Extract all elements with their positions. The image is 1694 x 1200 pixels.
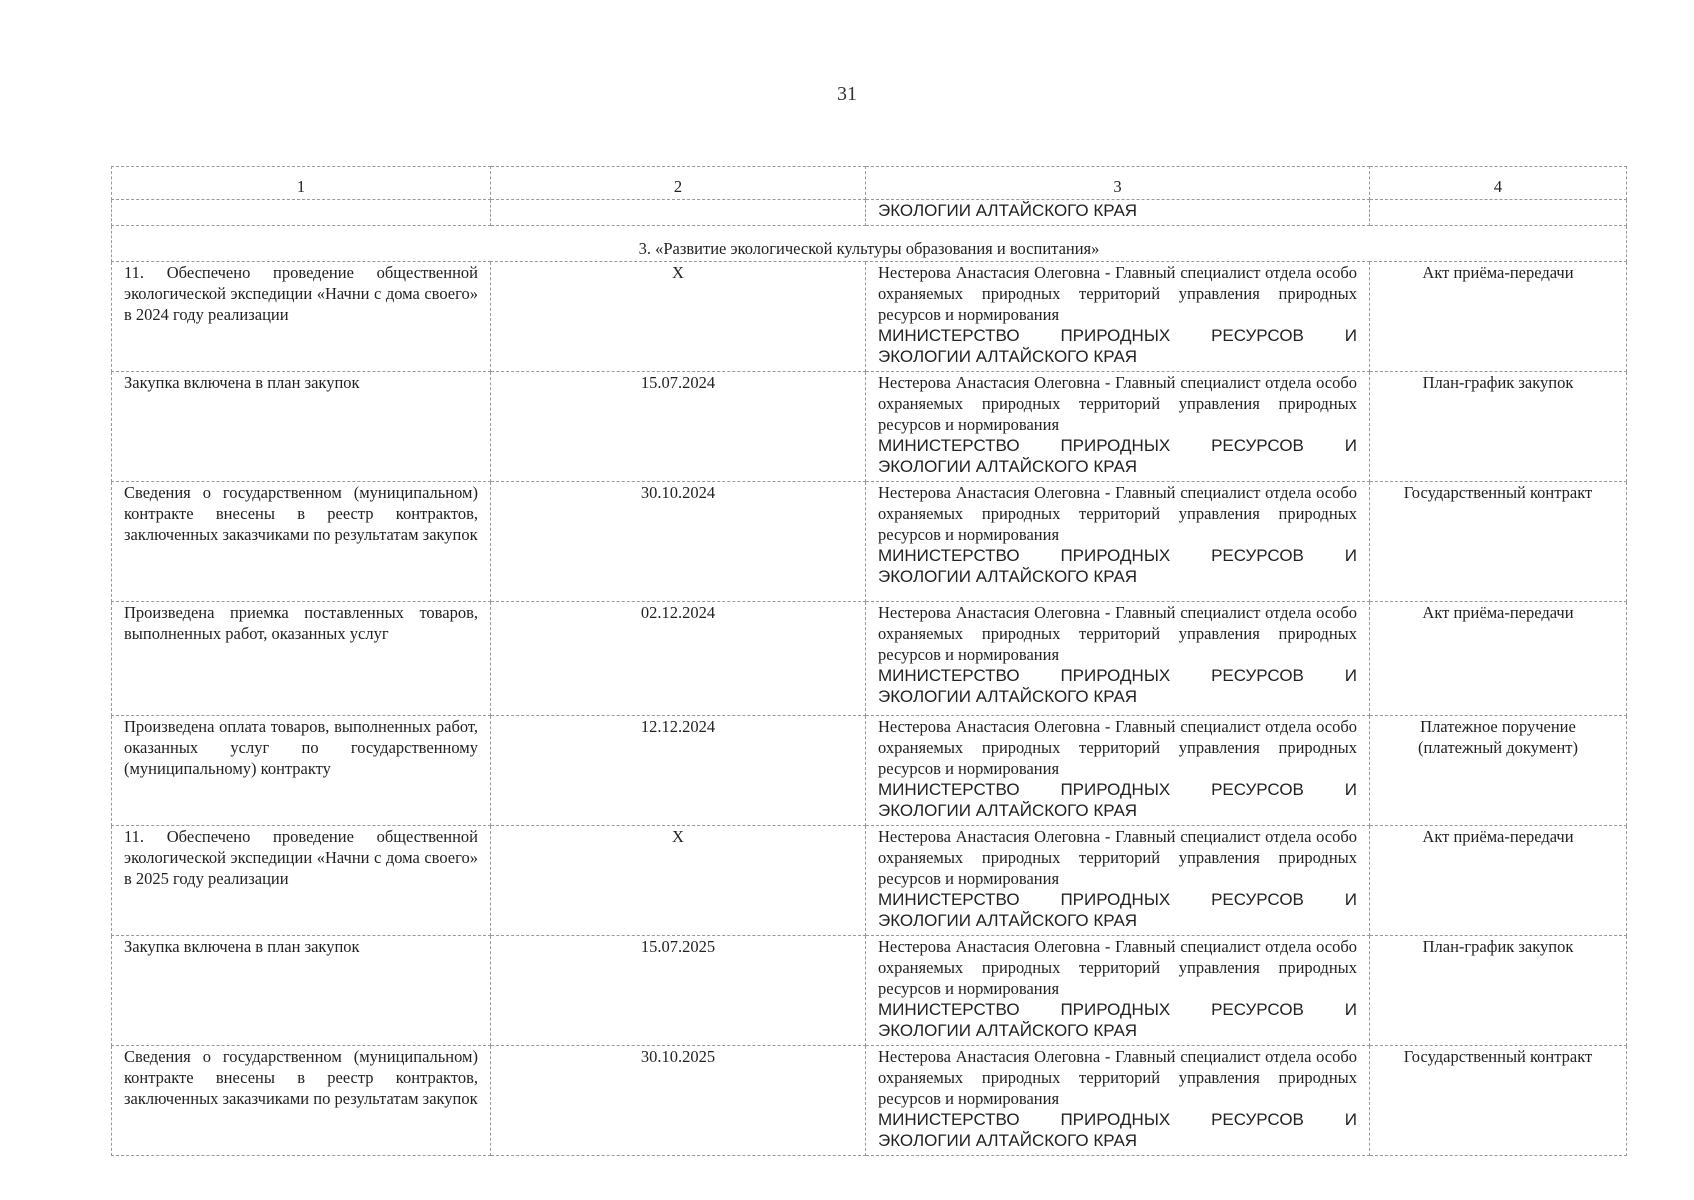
responsible-organization: [878, 665, 1357, 707]
date-cell: 30.10.2025: [491, 1046, 866, 1156]
responsible-cell: [866, 602, 1370, 716]
document-cell: План-график закупок: [1370, 372, 1627, 482]
organization-line-2: ЭКОЛОГИИ АЛТАЙСКОГО КРАЯ: [878, 1131, 1138, 1150]
table-row: [112, 1046, 1627, 1156]
event-cell: Сведения о государственном (муниципальном) контракте внесены в реестр контрактов, заключенных заказчиками по результатам закупок: [112, 1046, 491, 1156]
event-cell: Закупка включена в план закупок: [112, 936, 491, 1046]
organization-line-1: МИНИСТЕРСТВО ПРИРОДНЫХ РЕСУРСОВ И: [878, 1000, 1357, 1019]
responsible-person: Нестерова Анастасия Олеговна - Главный специалист отдела особо охраняемых природных территорий управления природных ресурсов и нормирования: [878, 827, 1357, 888]
responsible-organization: [878, 545, 1357, 587]
responsible-person: Нестерова Анастасия Олеговна - Главный специалист отдела особо охраняемых природных территорий управления природных ресурсов и нормирования: [878, 937, 1357, 998]
organization-line-1: МИНИСТЕРСТВО ПРИРОДНЫХ РЕСУРСОВ И: [878, 436, 1357, 455]
responsible-person: Нестерова Анастасия Олеговна - Главный специалист отдела особо охраняемых природных территорий управления природных ресурсов и нормирования: [878, 263, 1357, 324]
organization-line-2: ЭКОЛОГИИ АЛТАЙСКОГО КРАЯ: [878, 347, 1138, 366]
header-cell-2: 2: [491, 167, 866, 200]
organization-line-2: ЭКОЛОГИИ АЛТАЙСКОГО КРАЯ: [878, 457, 1138, 476]
continuation-row: [112, 200, 1627, 226]
responsible-organization: [878, 325, 1357, 367]
organization-line-2: ЭКОЛОГИИ АЛТАЙСКОГО КРАЯ: [878, 687, 1138, 706]
header-cell-3: 3: [866, 167, 1370, 200]
table-row: [112, 936, 1627, 1046]
responsible-cell: [866, 936, 1370, 1046]
responsible-cell: [866, 262, 1370, 372]
document-cell: Акт приёма-передачи: [1370, 826, 1627, 936]
table-row: [112, 602, 1627, 716]
event-cell: 11. Обеспечено проведение общественной экологической экспедиции «Начни с дома своего» в 2024 году реализации: [112, 262, 491, 372]
responsible-organization: [878, 889, 1357, 931]
date-cell: 15.07.2024: [491, 372, 866, 482]
responsible-organization: [878, 999, 1357, 1041]
event-cell: Произведена приемка поставленных товаров, выполненных работ, оказанных услуг: [112, 602, 491, 716]
responsible-organization: [878, 779, 1357, 821]
document-cell: Государственный контракт: [1370, 1046, 1627, 1156]
organization-line-2: ЭКОЛОГИИ АЛТАЙСКОГО КРАЯ: [878, 567, 1138, 586]
section-row: [112, 226, 1627, 262]
organization-line-1: МИНИСТЕРСТВО ПРИРОДНЫХ РЕСУРСОВ И: [878, 890, 1357, 909]
organization-line-1: МИНИСТЕРСТВО ПРИРОДНЫХ РЕСУРСОВ И: [878, 780, 1357, 799]
header-cell-4: 4: [1370, 167, 1627, 200]
event-cell: Закупка включена в план закупок: [112, 372, 491, 482]
organization-line-2: ЭКОЛОГИИ АЛТАЙСКОГО КРАЯ: [878, 801, 1138, 820]
continuation-empty-4: [1370, 200, 1627, 226]
table-row: [112, 482, 1627, 602]
document-cell: Платежное поручение (платежный документ): [1370, 716, 1627, 826]
document-cell: Государственный контракт: [1370, 482, 1627, 602]
responsible-cell: [866, 372, 1370, 482]
organization-line-2: ЭКОЛОГИИ АЛТАЙСКОГО КРАЯ: [878, 1021, 1138, 1040]
organization-line-1: МИНИСТЕРСТВО ПРИРОДНЫХ РЕСУРСОВ И: [878, 666, 1357, 685]
continuation-empty-2: [491, 200, 866, 226]
responsible-person: Нестерова Анастасия Олеговна - Главный специалист отдела особо охраняемых природных территорий управления природных ресурсов и нормирования: [878, 603, 1357, 664]
page-number: 31: [837, 83, 857, 105]
table-row: [112, 372, 1627, 482]
responsible-cell: [866, 1046, 1370, 1156]
organization-line-2: ЭКОЛОГИИ АЛТАЙСКОГО КРАЯ: [878, 911, 1138, 930]
date-cell: 12.12.2024: [491, 716, 866, 826]
header-row: [112, 167, 1627, 200]
document-cell: План-график закупок: [1370, 936, 1627, 1046]
organization-line-1: МИНИСТЕРСТВО ПРИРОДНЫХ РЕСУРСОВ И: [878, 546, 1357, 565]
table-row: [112, 826, 1627, 936]
continuation-empty-1: [112, 200, 491, 226]
organization-line-1: МИНИСТЕРСТВО ПРИРОДНЫХ РЕСУРСОВ И: [878, 1110, 1357, 1129]
document-cell: Акт приёма-передачи: [1370, 262, 1627, 372]
document-cell: Акт приёма-передачи: [1370, 602, 1627, 716]
responsible-organization: [878, 1109, 1357, 1151]
responsible-person: Нестерова Анастасия Олеговна - Главный специалист отдела особо охраняемых природных территорий управления природных ресурсов и нормирования: [878, 373, 1357, 434]
responsible-person: Нестерова Анастасия Олеговна - Главный специалист отдела особо охраняемых природных территорий управления природных ресурсов и нормирования: [878, 483, 1357, 544]
table-row: [112, 262, 1627, 372]
continuation-text: ЭКОЛОГИИ АЛТАЙСКОГО КРАЯ: [866, 200, 1370, 226]
responsible-person: Нестерова Анастасия Олеговна - Главный специалист отдела особо охраняемых природных территорий управления природных ресурсов и нормирования: [878, 1047, 1357, 1108]
event-cell: Произведена оплата товаров, выполненных работ, оказанных услуг по государственному (муниципальному) контракту: [112, 716, 491, 826]
event-cell: Сведения о государственном (муниципальном) контракте внесены в реестр контрактов, заключенных заказчиками по результатам закупок: [112, 482, 491, 602]
table-row: [112, 716, 1627, 826]
responsible-organization: [878, 435, 1357, 477]
date-cell: X: [491, 826, 866, 936]
responsible-cell: [866, 482, 1370, 602]
plan-table: [111, 166, 1627, 1156]
event-cell: 11. Обеспечено проведение общественной экологической экспедиции «Начни с дома своего» в 2025 году реализации: [112, 826, 491, 936]
date-cell: X: [491, 262, 866, 372]
table-body: [112, 167, 1627, 1156]
date-cell: 02.12.2024: [491, 602, 866, 716]
date-cell: 30.10.2024: [491, 482, 866, 602]
section-title: 3. «Развитие экологической культуры образования и воспитания»: [112, 226, 1627, 262]
responsible-person: Нестерова Анастасия Олеговна - Главный специалист отдела особо охраняемых природных территорий управления природных ресурсов и нормирования: [878, 717, 1357, 778]
header-cell-1: 1: [112, 167, 491, 200]
responsible-cell: [866, 826, 1370, 936]
organization-line-1: МИНИСТЕРСТВО ПРИРОДНЫХ РЕСУРСОВ И: [878, 326, 1357, 345]
date-cell: 15.07.2025: [491, 936, 866, 1046]
responsible-cell: [866, 716, 1370, 826]
